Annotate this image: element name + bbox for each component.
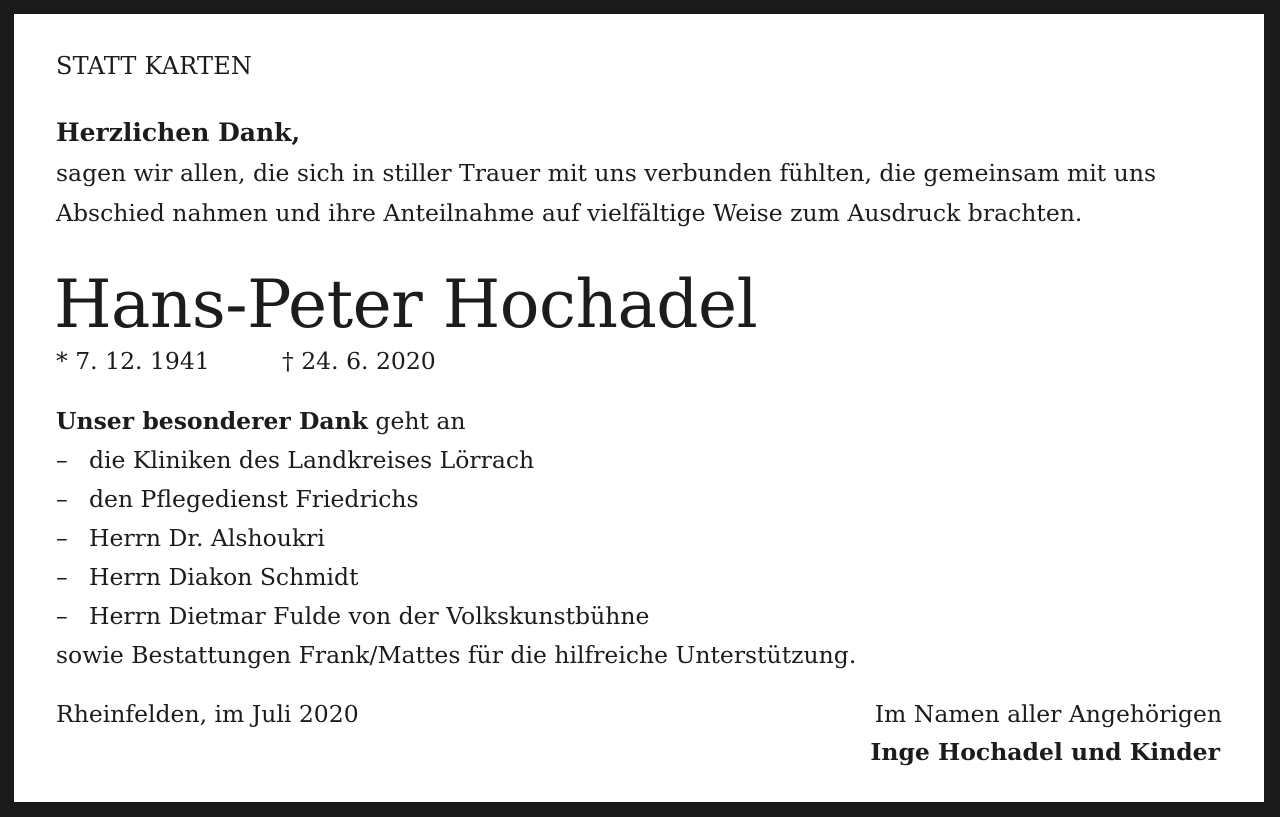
special-thanks-intro	[56, 402, 466, 441]
header-label: STATT KARTEN	[56, 52, 253, 80]
list-dash: –	[56, 602, 68, 630]
list-item-text: Herrn Dr. Alshoukri	[89, 524, 325, 552]
thanks-line-1: sagen wir allen, die sich in stiller Trauer mit uns verbunden fühlten, die gemeinsam mit uns	[56, 159, 1157, 187]
deceased-name: Hans-Peter Hochadel	[54, 266, 758, 343]
special-thanks-closing: sowie Bestattungen Frank/Mattes für die hilfreiche Unterstützung.	[56, 641, 857, 669]
list-dash: –	[56, 446, 68, 474]
death-date: † 24. 6. 2020	[282, 347, 436, 375]
list-item-text: die Kliniken des Landkreises Lörrach	[89, 446, 535, 474]
signers: Inge Hochadel und Kinder	[870, 738, 1220, 766]
list-item	[56, 597, 649, 636]
birth-date: * 7. 12. 1941	[56, 347, 210, 375]
special-thanks-intro-bold: Unser besonderer Dank	[56, 407, 368, 435]
on-behalf-text: Im Namen aller Angehörigen	[874, 700, 1222, 728]
list-item-text: Herrn Diakon Schmidt	[89, 563, 359, 591]
obituary-card	[14, 14, 1264, 802]
list-dash: –	[56, 524, 68, 552]
thanks-heading: Herzlichen Dank,	[56, 118, 301, 147]
list-item-text: Herrn Dietmar Fulde von der Volkskunstbühne	[89, 602, 650, 630]
list-dash: –	[56, 563, 68, 591]
place-date: Rheinfelden, im Juli 2020	[56, 700, 359, 728]
thanks-line-2: Abschied nahmen und ihre Anteilnahme auf vielfältige Weise zum Ausdruck brachten.	[56, 199, 1083, 227]
list-item	[56, 519, 649, 558]
list-item-text: den Pflegedienst Friedrichs	[89, 485, 419, 513]
list-item	[56, 480, 649, 519]
list-item	[56, 558, 649, 597]
list-dash: –	[56, 485, 68, 513]
special-thanks-intro-rest: geht an	[367, 407, 466, 435]
thanks-list	[56, 441, 649, 636]
list-item	[56, 441, 649, 480]
